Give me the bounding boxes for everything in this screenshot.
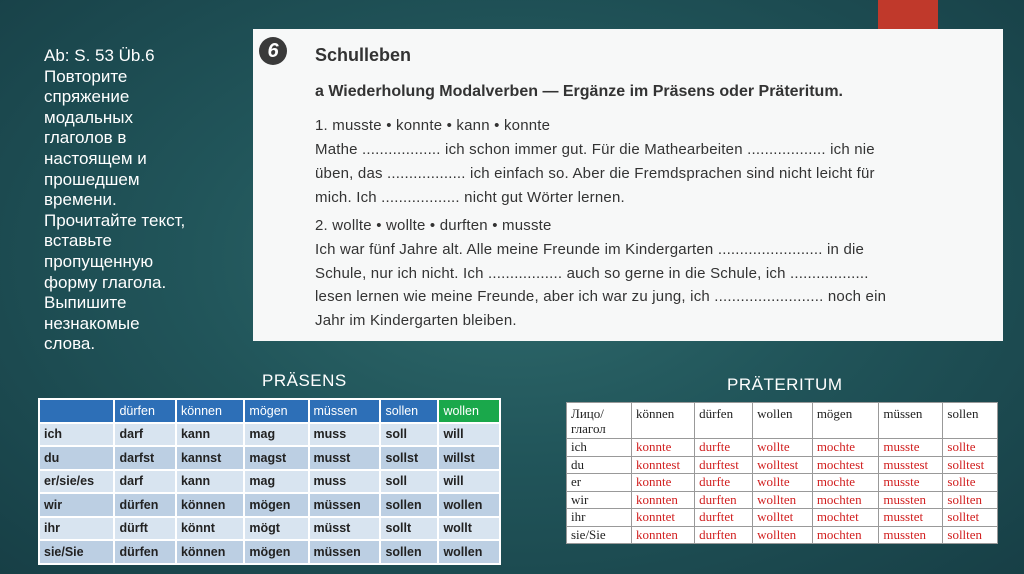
verb-form-cell: müssen: [309, 493, 381, 517]
pronoun-cell: er/sie/es: [39, 470, 114, 494]
verb-form-cell: konnte: [632, 474, 695, 492]
praeteritum-title: PRÄTERITUM: [727, 375, 843, 394]
verb-form-cell: mochte: [812, 439, 879, 457]
part2-word-bank: 2. wollte • wollte • durften • musste: [315, 217, 552, 234]
table-header-cell: mögen: [812, 403, 879, 439]
table-row: [39, 540, 500, 564]
table-row: [567, 491, 998, 509]
verb-form-cell: konnten: [632, 491, 695, 509]
verb-form-cell: darf: [114, 470, 175, 494]
table-header-cell: können: [632, 403, 695, 439]
exercise-subtitle: a Wiederholung Modalverben — Ergänze im Präsens oder Präteritum.: [315, 83, 843, 100]
table-header-cell: dürfen: [695, 403, 753, 439]
part1-line: mich. Ich .................. nicht gut Wörter lernen.: [315, 189, 625, 206]
verb-form-cell: durfte: [695, 474, 753, 492]
verb-form-cell: wollen: [438, 493, 500, 517]
table-row: [39, 423, 500, 447]
verb-form-cell: sollten: [943, 526, 998, 544]
table-header-row: [567, 403, 998, 439]
verb-form-cell: darf: [114, 423, 175, 447]
verb-form-cell: können: [176, 540, 244, 564]
exercise-title: Schulleben: [315, 45, 412, 65]
verb-form-cell: sollt: [380, 517, 438, 541]
verb-form-cell: mochten: [812, 491, 879, 509]
table-header-cell: sollen: [380, 399, 438, 423]
verb-form-cell: sollen: [380, 493, 438, 517]
pronoun-cell: er: [567, 474, 632, 492]
pronoun-cell: sie/Sie: [39, 540, 114, 564]
verb-form-cell: musstest: [879, 456, 943, 474]
verb-form-cell: durften: [695, 526, 753, 544]
verb-form-cell: wollen: [438, 540, 500, 564]
verb-form-cell: soll: [380, 470, 438, 494]
verb-form-cell: musste: [879, 474, 943, 492]
verb-form-cell: mochten: [812, 526, 879, 544]
verb-form-cell: dürfen: [114, 540, 175, 564]
table-header-cell: Лицо/ глагол: [567, 403, 632, 439]
pronoun-cell: ihr: [567, 509, 632, 527]
verb-form-cell: wollten: [753, 491, 813, 509]
part2-line: Jahr im Kindergarten bleiben.: [315, 312, 517, 329]
table-row: [39, 493, 500, 517]
verb-form-cell: wolltest: [753, 456, 813, 474]
verb-form-cell: konnte: [632, 439, 695, 457]
pronoun-cell: du: [39, 446, 114, 470]
table-header-cell: müssen: [879, 403, 943, 439]
verb-form-cell: will: [438, 470, 500, 494]
verb-form-cell: mögt: [244, 517, 308, 541]
verb-form-cell: wollte: [753, 439, 813, 457]
table-row: [567, 526, 998, 544]
table-row: [39, 470, 500, 494]
verb-form-cell: will: [438, 423, 500, 447]
verb-form-cell: wollt: [438, 517, 500, 541]
praesens-title: PRÄSENS: [262, 371, 347, 390]
table-row: [567, 456, 998, 474]
verb-form-cell: durften: [695, 491, 753, 509]
verb-form-cell: musste: [879, 439, 943, 457]
table-header-cell: mögen: [244, 399, 308, 423]
verb-form-cell: wollten: [753, 526, 813, 544]
verb-form-cell: sollte: [943, 474, 998, 492]
verb-form-cell: mögen: [244, 540, 308, 564]
verb-form-cell: wolltet: [753, 509, 813, 527]
praesens-table: [38, 398, 501, 565]
verb-form-cell: müssen: [309, 540, 381, 564]
table-header-cell: müssen: [309, 399, 381, 423]
pronoun-cell: ihr: [39, 517, 114, 541]
verb-form-cell: musst: [309, 446, 381, 470]
pronoun-cell: ich: [567, 439, 632, 457]
praeteritum-table: [566, 402, 998, 544]
verb-form-cell: konntet: [632, 509, 695, 527]
verb-form-cell: können: [176, 493, 244, 517]
table-row: [567, 509, 998, 527]
verb-form-cell: durftet: [695, 509, 753, 527]
verb-form-cell: sollten: [943, 491, 998, 509]
verb-form-cell: durfte: [695, 439, 753, 457]
accent-bar: [878, 0, 938, 30]
table-header-cell: wollen: [753, 403, 813, 439]
verb-form-cell: dürfen: [114, 493, 175, 517]
verb-form-cell: müsst: [309, 517, 381, 541]
pronoun-cell: ich: [39, 423, 114, 447]
table-row: [567, 439, 998, 457]
verb-form-cell: könnt: [176, 517, 244, 541]
instructions-text: Ab: S. 53 Üb.6 Повторите спряжение модальных глаголов в настоящем и прошедшем времени. Прочитайте текст, вставьте пропущенную форму глагола. Выпишите незнакомые слова.: [44, 46, 186, 354]
part1-line: üben, das .................. ich einfach so. Aber die Fremdsprachen sind nicht leicht für: [315, 165, 875, 182]
verb-form-cell: mögen: [244, 493, 308, 517]
pronoun-cell: wir: [39, 493, 114, 517]
part1-word-bank: 1. musste • konnte • kann • konnte: [315, 117, 551, 134]
verb-form-cell: solltest: [943, 456, 998, 474]
pronoun-cell: wir: [567, 491, 632, 509]
table-row: [39, 517, 500, 541]
verb-form-cell: magst: [244, 446, 308, 470]
verb-form-cell: sollst: [380, 446, 438, 470]
verb-form-cell: mag: [244, 423, 308, 447]
verb-form-cell: sollen: [380, 540, 438, 564]
table-row: [39, 446, 500, 470]
verb-form-cell: konntest: [632, 456, 695, 474]
verb-form-cell: darfst: [114, 446, 175, 470]
verb-form-cell: sollte: [943, 439, 998, 457]
pronoun-cell: du: [567, 456, 632, 474]
verb-form-cell: musstet: [879, 509, 943, 527]
table-header-cell: dürfen: [114, 399, 175, 423]
verb-form-cell: kann: [176, 470, 244, 494]
verb-form-cell: kann: [176, 423, 244, 447]
table-header-cell: können: [176, 399, 244, 423]
table-row: [567, 474, 998, 492]
verb-form-cell: durftest: [695, 456, 753, 474]
part2-line: lesen lernen wie meine Freunde, aber ich war zu jung, ich ......................... noch ein: [315, 288, 887, 305]
table-header-cell: sollen: [943, 403, 998, 439]
verb-form-cell: muss: [309, 423, 381, 447]
verb-form-cell: mochtest: [812, 456, 879, 474]
exercise-number-badge: 6: [259, 37, 287, 65]
verb-form-cell: mochtet: [812, 509, 879, 527]
verb-form-cell: konnten: [632, 526, 695, 544]
part2-line: Ich war fünf Jahre alt. Alle meine Freunde im Kindergarten ........................ in die: [315, 241, 865, 258]
verb-form-cell: mochte: [812, 474, 879, 492]
part2-line: Schule, nur ich nicht. Ich ................. auch so gerne in die Schule, ich ..................: [315, 265, 869, 282]
table-header-cell: [39, 399, 114, 423]
verb-form-cell: mussten: [879, 526, 943, 544]
pronoun-cell: sie/Sie: [567, 526, 632, 544]
verb-form-cell: mussten: [879, 491, 943, 509]
part1-line: Mathe .................. ich schon immer gut. Für die Mathearbeiten .................. ich nie: [315, 141, 875, 158]
verb-form-cell: soll: [380, 423, 438, 447]
verb-form-cell: dürft: [114, 517, 175, 541]
table-header-row: [39, 399, 500, 423]
verb-form-cell: mag: [244, 470, 308, 494]
table-header-cell-highlighted: wollen: [438, 399, 500, 423]
verb-form-cell: wollte: [753, 474, 813, 492]
verb-form-cell: muss: [309, 470, 381, 494]
verb-form-cell: solltet: [943, 509, 998, 527]
verb-form-cell: willst: [438, 446, 500, 470]
exercise-card: [253, 29, 1003, 341]
verb-form-cell: kannst: [176, 446, 244, 470]
